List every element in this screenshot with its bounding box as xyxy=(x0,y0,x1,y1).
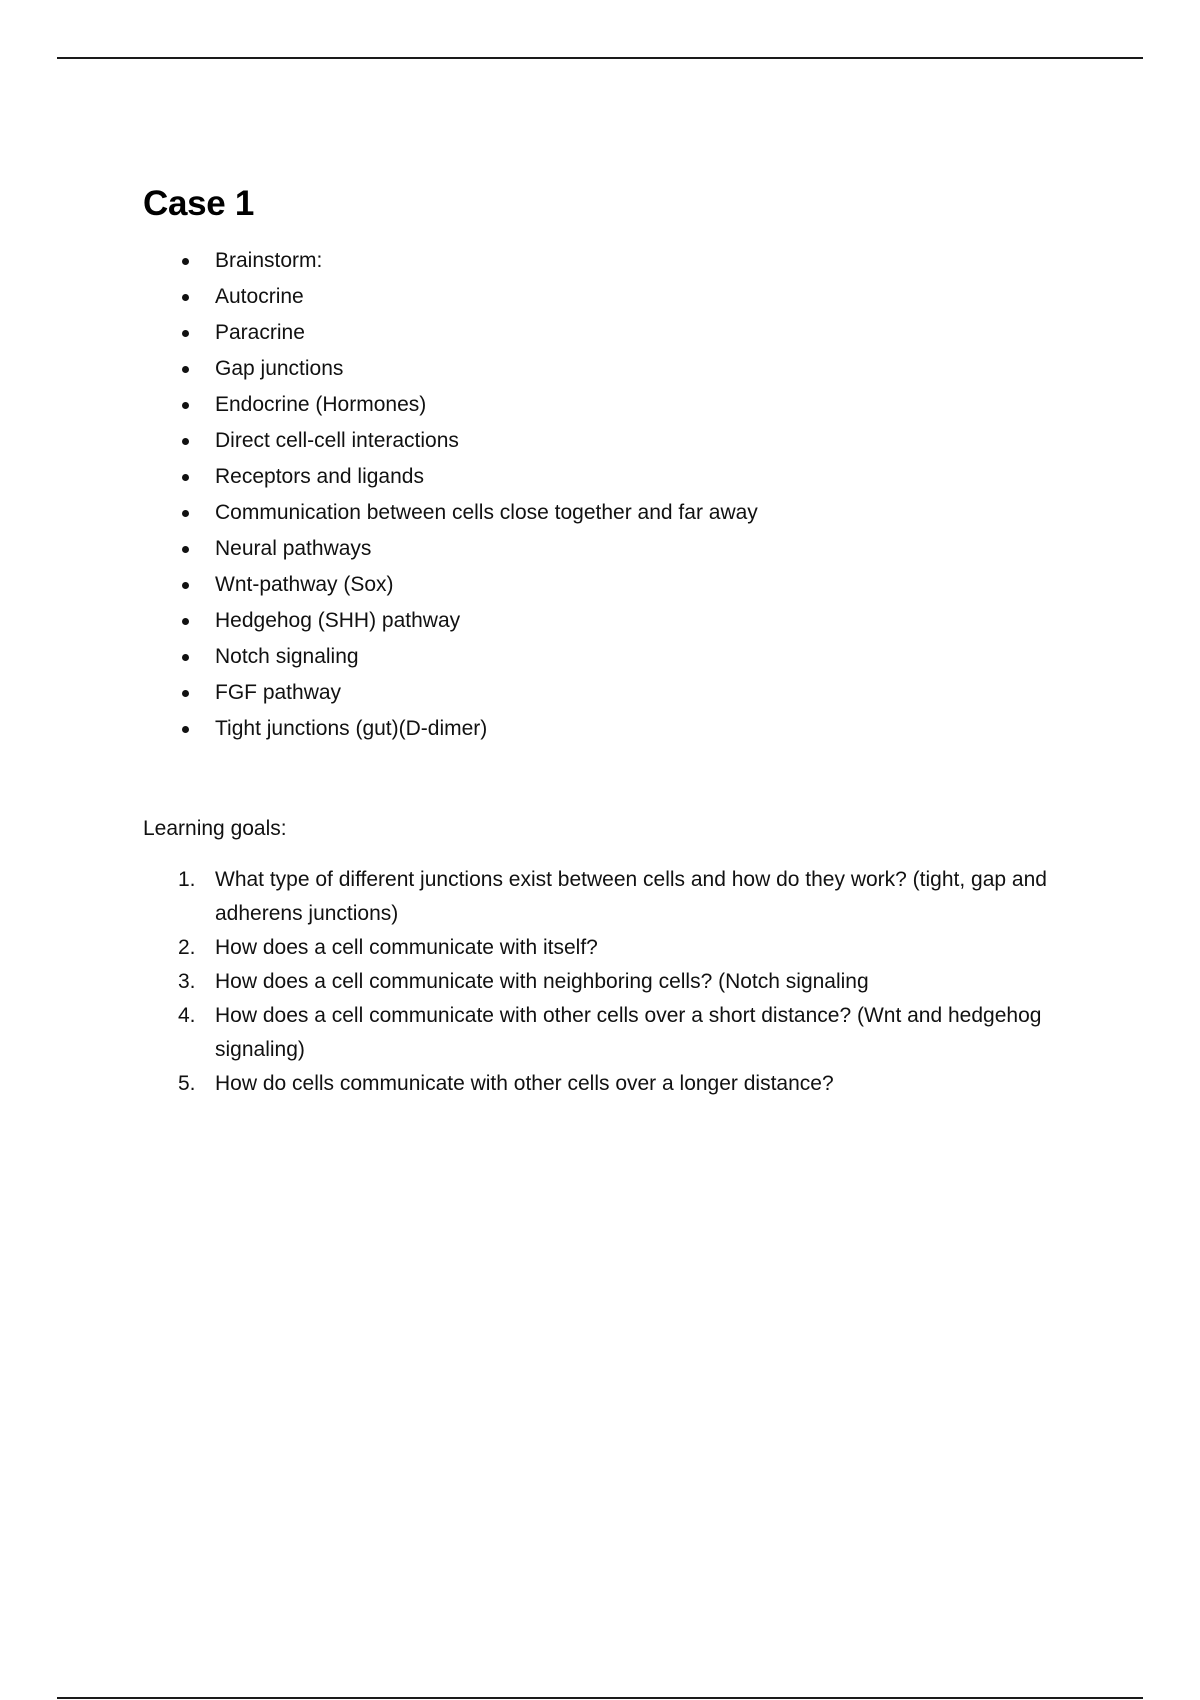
learning-goal-text: How does a cell communicate with neighboring cells? (Notch signaling xyxy=(215,970,869,993)
bullet-icon xyxy=(182,294,189,301)
list-item-text: Wnt-pathway (Sox) xyxy=(215,573,394,596)
list-item-text: Neural pathways xyxy=(215,537,372,560)
list-number: 2. xyxy=(178,936,196,959)
list-item-text: FGF pathway xyxy=(215,681,342,704)
bullet-icon xyxy=(182,510,189,517)
list-number: 4. xyxy=(178,1004,196,1027)
list-item-text: Receptors and ligands xyxy=(215,465,424,488)
learning-goal-item xyxy=(0,1067,1060,1101)
bullet-icon xyxy=(182,330,189,337)
list-item-text: Hedgehog (SHH) pathway xyxy=(215,609,461,632)
bullet-icon xyxy=(182,726,189,733)
learning-goal-item xyxy=(0,965,1060,999)
learning-goal-text: What type of different junctions exist between cells and how do they work? (tight, gap and adherens junctions) xyxy=(215,868,1047,925)
learning-goal-text: How does a cell communicate with itself? xyxy=(215,936,598,959)
bullet-icon xyxy=(182,618,189,625)
bullet-icon xyxy=(182,654,189,661)
bullet-icon xyxy=(182,546,189,553)
list-item-text: Paracrine xyxy=(215,321,305,344)
bullet-icon xyxy=(182,690,189,697)
learning-goal-item xyxy=(0,999,1060,1067)
bullet-icon xyxy=(182,582,189,589)
bullet-icon xyxy=(182,474,189,481)
footer-rule xyxy=(57,1697,1143,1699)
list-item-text: Notch signaling xyxy=(215,645,359,668)
list-number: 5. xyxy=(178,1072,196,1095)
learning-goals-list xyxy=(0,863,1200,1101)
learning-goal-item xyxy=(0,931,1060,965)
bullet-icon xyxy=(182,258,189,265)
list-number: 3. xyxy=(178,970,196,993)
bullet-icon xyxy=(182,438,189,445)
list-item-text: Endocrine (Hormones) xyxy=(215,393,427,416)
learning-goal-item xyxy=(0,863,1060,931)
list-item-text: Gap junctions xyxy=(215,357,344,380)
list-item-text: Tight junctions (gut)(D-dimer) xyxy=(215,717,488,740)
learning-goals-heading: Learning goals: xyxy=(143,817,287,840)
list-item-text: Communication between cells close together and far away xyxy=(215,501,758,524)
bullet-icon xyxy=(182,402,189,409)
learning-goal-text: How do cells communicate with other cells over a longer distance? xyxy=(215,1072,834,1095)
list-item-text: Autocrine xyxy=(215,285,304,308)
bullet-icon xyxy=(182,366,189,373)
list-item-text: Direct cell-cell interactions xyxy=(215,429,459,452)
learning-goal-text: How does a cell communicate with other cells over a short distance? (Wnt and hedgehog signaling) xyxy=(215,1004,1042,1061)
list-item-text: Brainstorm: xyxy=(215,249,323,272)
page-title: Case 1 xyxy=(143,184,255,223)
list-number: 1. xyxy=(178,868,196,891)
header-rule xyxy=(57,57,1143,59)
